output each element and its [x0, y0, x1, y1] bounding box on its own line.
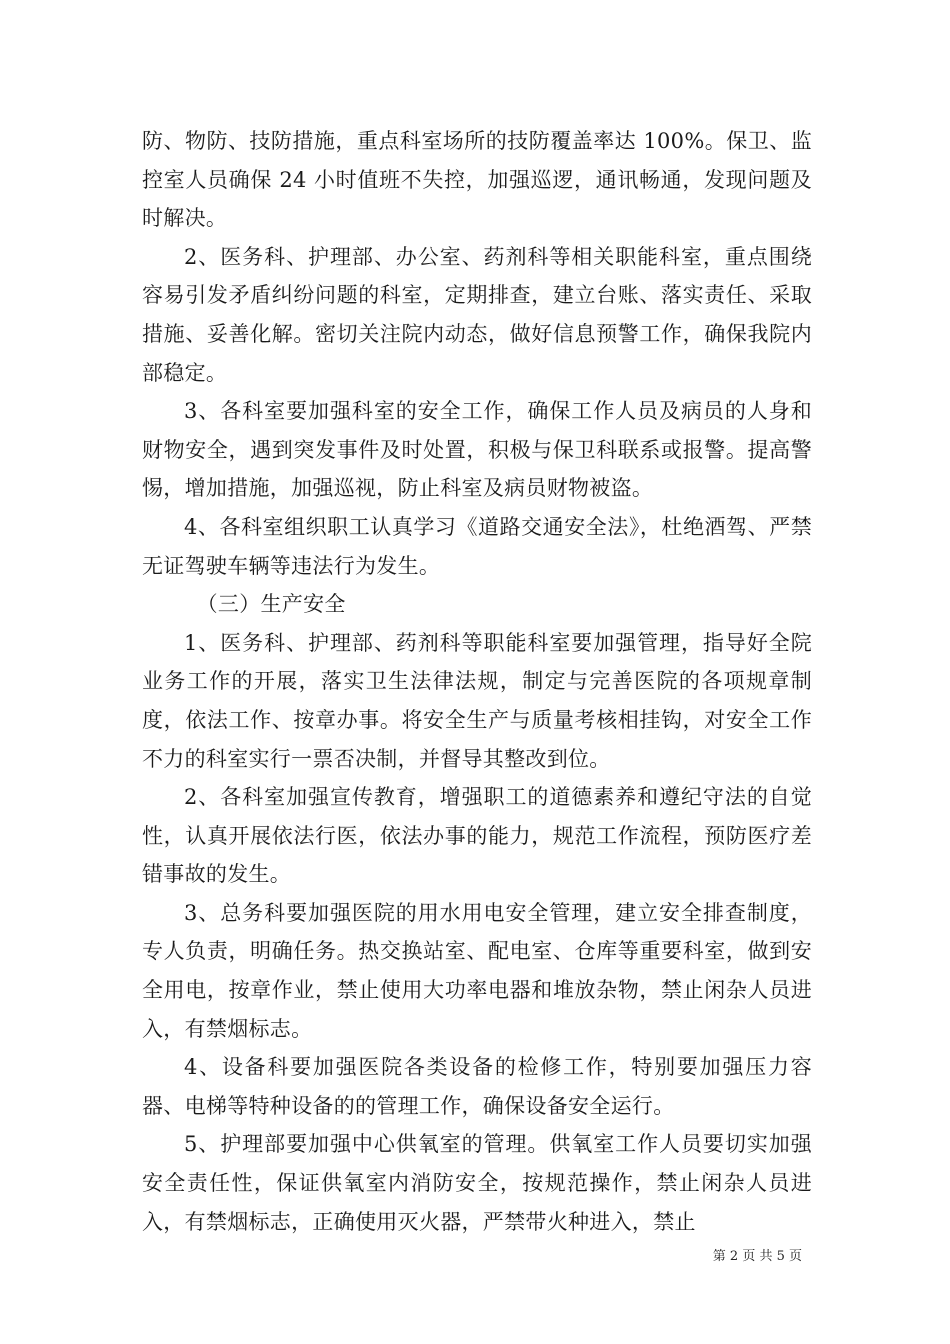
- section-heading: （三）生产安全: [196, 592, 346, 617]
- paragraph-production-5: 5、护理部要加强中心供氧室的管理。供氧室工作人员要切实加强安全责任性，保证供氧室内消防安全，按规范操作，禁止闲杂人员进入，有禁烟标志，正确使用灭火器，严禁带火种进入，禁止: [142, 1132, 812, 1234]
- paragraph-production-1: 1、医务科、护理部、药剂科等职能科室要加强管理，指导好全院业务工作的开展，落实卫生法律法规，制定与完善医院的各项规章制度，依法工作、按章办事。将安全生产与质量考核相挂钩，对安全工作不力的科室实行一票否决制，并督导其整改到位。: [142, 630, 812, 771]
- paragraph-item-3: 3、各科室要加强科室的安全工作，确保工作人员及病员的人身和财物安全，遇到突发事件及时处置，积极与保卫科联系或报警。提高警惕，增加措施，加强巡视，防止科室及病员财物被盗。: [142, 399, 812, 501]
- paragraph-item-2: 2、医务科、护理部、办公室、药剂科等相关职能科室，重点围绕容易引发矛盾纠纷问题的科室，定期排查，建立台账、落实责任、采取措施、妥善化解。密切关注院内动态，做好信息预警工作，确保我院内部稳定。: [142, 244, 812, 385]
- paragraph-production-3: 3、总务科要加强医院的用水用电安全管理，建立安全排查制度，专人负责，明确任务。热交换站室、配电室、仓库等重要科室，做到安全用电，按章作业，禁止使用大功率电器和堆放杂物，禁止闲杂人员进入，有禁烟标志。: [142, 900, 812, 1041]
- document-body: [142, 122, 812, 1241]
- paragraph-continuation: 防、物防、技防措施，重点科室场所的技防覆盖率达 100%。保卫、监控室人员确保 24 小时值班不失控，加强巡逻，通讯畅通，发现问题及时解决。: [142, 129, 812, 231]
- page-number-footer: 第 2 页 共 5 页: [712, 1249, 802, 1264]
- paragraph-production-4: 4、设备科要加强医院各类设备的检修工作，特别要加强压力容器、电梯等特种设备的的管理工作，确保设备安全运行。: [142, 1055, 812, 1118]
- paragraph-item-4: 4、各科室组织职工认真学习《道路交通安全法》，杜绝酒驾、严禁无证驾驶车辆等违法行为发生。: [142, 514, 812, 578]
- paragraph-production-2: 2、各科室加强宣传教育，增强职工的道德素养和遵纪守法的自觉性，认真开展依法行医，依法办事的能力，规范工作流程，预防医疗差错事故的发生。: [142, 785, 812, 887]
